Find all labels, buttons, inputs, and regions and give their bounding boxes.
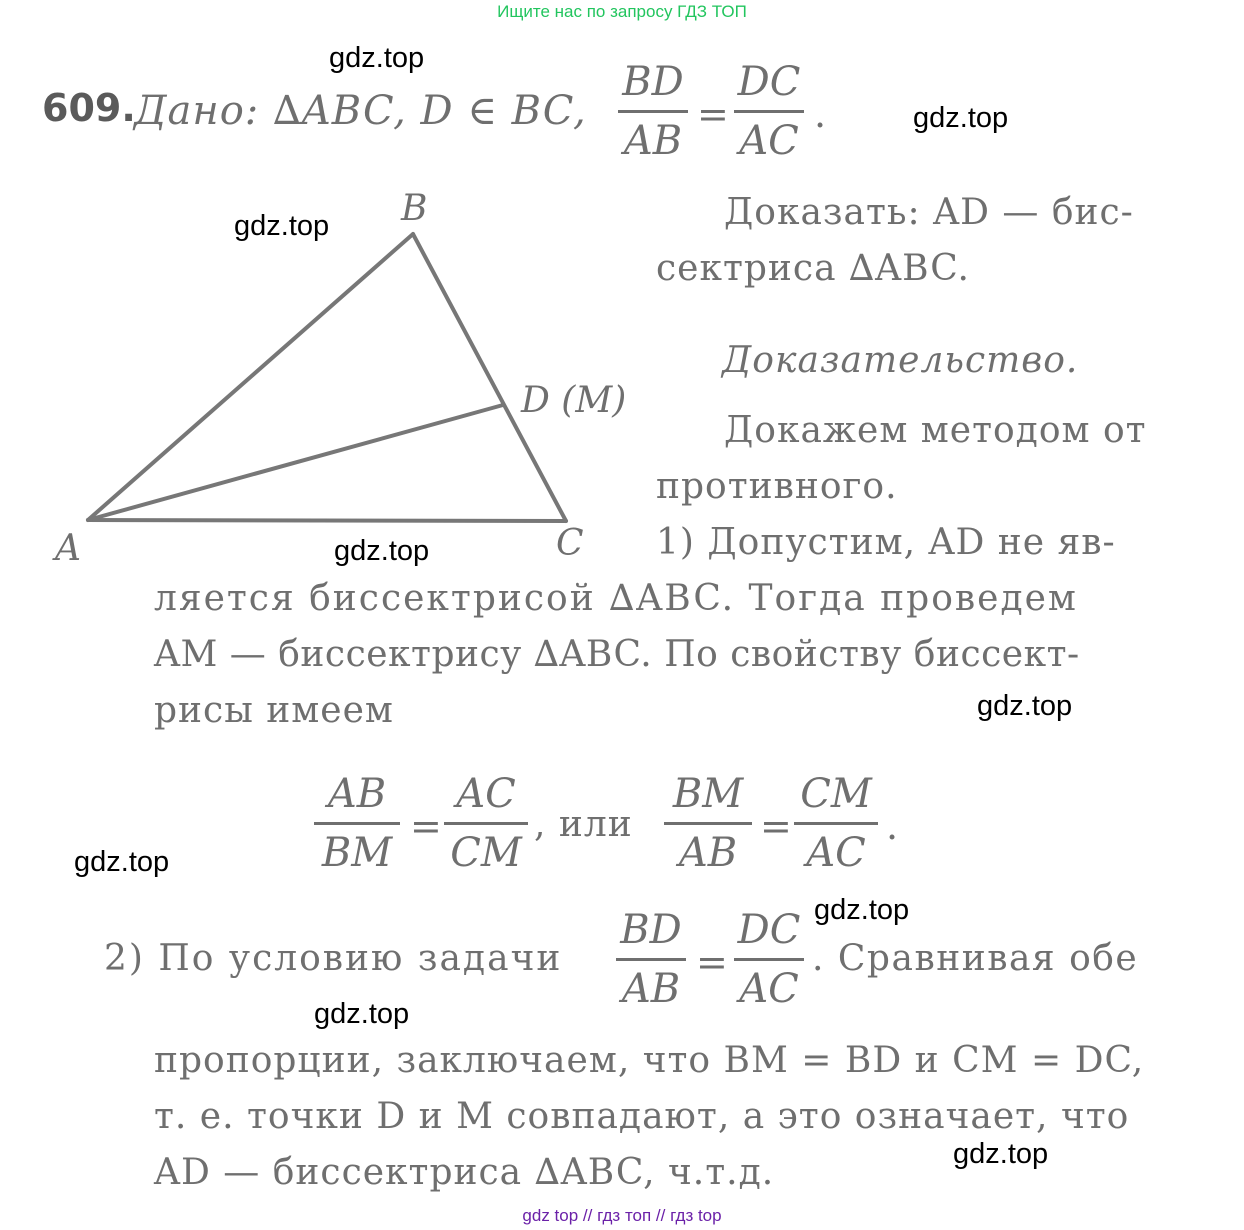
- fraction-cm-ac: [794, 770, 878, 877]
- prove-line-1: Доказать: AD — бис-: [724, 192, 1134, 233]
- problem-number: 609.: [42, 86, 136, 130]
- or-text: , или: [534, 804, 633, 845]
- watermark: gdz.top: [953, 1138, 1049, 1170]
- side-ab: [88, 234, 413, 520]
- side-ac: [88, 520, 566, 521]
- fraction-dc-ac: [734, 906, 804, 1013]
- fraction-denominator: CM: [450, 830, 522, 876]
- equals-sign: =: [410, 804, 442, 848]
- conclusion-line-3: AD — биссектриса ∆ABC, ч.т.д.: [154, 1152, 775, 1193]
- fraction-bar: [734, 958, 804, 961]
- fraction-numerator: AB: [327, 771, 387, 817]
- step1-line-2: ляется биссектрисой ∆ABC. Тогда проведем: [154, 578, 1078, 619]
- fraction-denominator: AC: [806, 830, 866, 876]
- proof-title: Доказательство.: [722, 340, 1079, 381]
- fraction-bar: [616, 958, 686, 961]
- fraction-bar: [314, 822, 400, 825]
- watermark: gdz.top: [814, 894, 910, 926]
- fraction-denominator: AC: [739, 966, 799, 1012]
- fraction-denominator: AC: [739, 118, 799, 164]
- fraction-ac-cm: [444, 770, 528, 877]
- fraction-denominator: AB: [621, 966, 681, 1012]
- prove-line-2: сектриса ∆ABC.: [656, 248, 970, 289]
- segment-ad: [88, 405, 503, 520]
- fraction-numerator: BM: [672, 771, 744, 817]
- watermark: gdz.top: [234, 210, 330, 242]
- fraction-bar: [734, 110, 804, 113]
- step1-line-3: AM — биссектрису ∆ABC. По свойству биссект-: [154, 634, 1080, 675]
- period: .: [886, 804, 899, 848]
- fraction-denominator: AB: [623, 118, 683, 164]
- vertex-label-b: B: [401, 188, 428, 229]
- equals-sign: =: [696, 940, 728, 984]
- proof-line-1: Докажем методом от: [724, 410, 1147, 451]
- conclusion-line-2: т. е. точки D и M совпадают, а это означает, что: [154, 1096, 1130, 1137]
- watermark: gdz.top: [334, 535, 430, 567]
- fraction-denominator: BM: [321, 830, 393, 876]
- vertex-label-c: C: [556, 523, 584, 564]
- triangle-figure: [0, 0, 700, 580]
- equals-sign: =: [697, 92, 729, 136]
- point-label-dm: D (M): [521, 380, 627, 421]
- watermark: gdz.top: [977, 690, 1073, 722]
- conclusion-line-1: пропорции, заключаем, что BM = BD и CM = DC,: [154, 1040, 1145, 1081]
- side-bc: [413, 234, 566, 521]
- step1-line-1: 1) Допустим, AD не яв-: [656, 522, 1116, 563]
- watermark: gdz.top: [74, 846, 170, 878]
- bottom-banner: gdz top // гдз топ // гдз top: [522, 1206, 722, 1225]
- fraction-bar: [444, 822, 528, 825]
- period: .: [814, 92, 827, 136]
- step1-line-4: рисы имеем: [154, 690, 394, 731]
- fraction-bar: [664, 822, 752, 825]
- watermark: gdz.top: [913, 102, 1009, 134]
- fraction-numerator: CM: [800, 771, 872, 817]
- fraction-numerator: BD: [622, 59, 684, 105]
- watermark: gdz.top: [329, 42, 425, 74]
- equals-sign: =: [760, 804, 792, 848]
- step2-suffix: . Сравнивая обе: [812, 938, 1139, 979]
- fraction-numerator: DC: [737, 59, 801, 105]
- top-banner: Ищите нас по запросу ГДЗ ТОП: [497, 2, 747, 21]
- fraction-bd-ab: [616, 906, 686, 1013]
- fraction-bar: [794, 822, 878, 825]
- fraction-numerator: DC: [737, 907, 801, 953]
- fraction-denominator: AB: [678, 830, 738, 876]
- fraction-ab-bm: [314, 770, 400, 877]
- step2-prefix: 2) По условию задачи: [104, 938, 563, 979]
- fraction-bm-ab: [664, 770, 752, 877]
- vertex-label-a: A: [55, 528, 81, 569]
- watermark: gdz.top: [314, 998, 410, 1030]
- given-label: Дано: [134, 88, 245, 134]
- proof-line-2: противного.: [656, 466, 898, 507]
- fraction-numerator: AC: [456, 771, 516, 817]
- given-fraction-right: [734, 58, 804, 165]
- fraction-numerator: BD: [620, 907, 682, 953]
- given-rest: : ∆ABC, D ∈ BC,: [244, 88, 587, 134]
